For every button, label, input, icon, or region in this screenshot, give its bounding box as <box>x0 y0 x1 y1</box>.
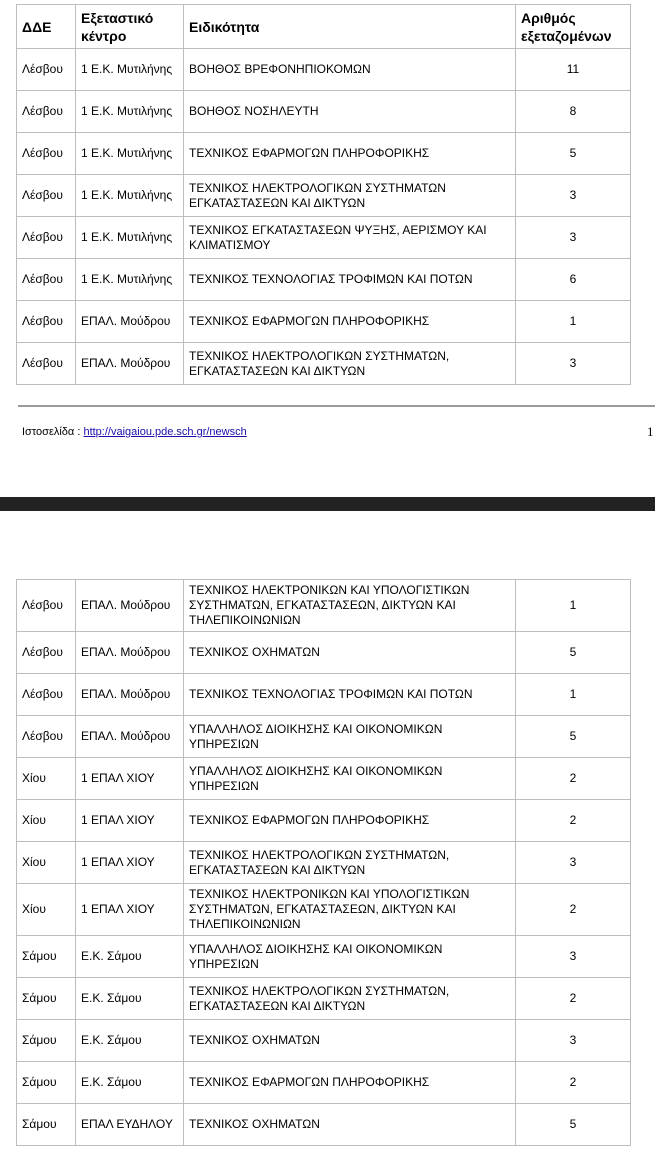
cell-dde: Λέσβου <box>17 343 76 385</box>
cell-dde: Λέσβου <box>17 217 76 259</box>
page-footer-rule <box>18 405 655 407</box>
cell-specialty: ΤΕΧΝΙΚΟΣ ΕΦΑΡΜΟΓΩΝ ΠΛΗΡΟΦΟΡΙΚΗΣ <box>184 1062 516 1104</box>
cell-dde: Λέσβου <box>17 674 76 716</box>
cell-exam-center: 1 ΕΠΑΛ ΧΙΟΥ <box>76 758 184 800</box>
cell-examinee-count: 5 <box>516 1104 631 1146</box>
footer-label: Ιστοσελίδα : <box>22 426 84 438</box>
cell-exam-center: ΕΠΑΛ. Μούδρου <box>76 632 184 674</box>
cell-exam-center: Ε.Κ. Σάμου <box>76 936 184 978</box>
page-divider <box>0 497 655 511</box>
cell-dde: Χίου <box>17 758 76 800</box>
cell-specialty: ΤΕΧΝΙΚΟΣ ΗΛΕΚΤΡΟΛΟΓΙΚΩΝ ΣΥΣΤΗΜΑΤΩΝ, ΕΓΚΑΤΑΣΤΑΣΕΩΝ ΚΑΙ ΔΙΚΤΥΩΝ <box>184 978 516 1020</box>
table-body-page-2 <box>17 580 631 1146</box>
cell-dde: Σάμου <box>17 1062 76 1104</box>
cell-exam-center: 1 ΕΠΑΛ ΧΙΟΥ <box>76 884 184 936</box>
page-footer <box>22 426 247 438</box>
header-dde: ΔΔΕ <box>17 5 76 49</box>
header-examinee-count: Αριθμός εξεταζομένων <box>516 5 631 49</box>
cell-dde: Σάμου <box>17 978 76 1020</box>
exam-table-page-1 <box>16 4 631 385</box>
cell-dde: Σάμου <box>17 1104 76 1146</box>
table-row <box>17 133 631 175</box>
cell-dde: Λέσβου <box>17 259 76 301</box>
table-row <box>17 1062 631 1104</box>
cell-exam-center: Ε.Κ. Σάμου <box>76 1020 184 1062</box>
cell-exam-center: 1 Ε.Κ. Μυτιλήνης <box>76 49 184 91</box>
table-row <box>17 632 631 674</box>
cell-specialty: ΒΟΗΘΟΣ ΒΡΕΦΟΝΗΠΙΟΚΟΜΩΝ <box>184 49 516 91</box>
cell-examinee-count: 6 <box>516 259 631 301</box>
cell-specialty: ΤΕΧΝΙΚΟΣ ΗΛΕΚΤΡΟΛΟΓΙΚΩΝ ΣΥΣΤΗΜΑΤΩΝ, ΕΓΚΑΤΑΣΤΑΣΕΩΝ ΚΑΙ ΔΙΚΤΥΩΝ <box>184 842 516 884</box>
cell-dde: Λέσβου <box>17 716 76 758</box>
cell-dde: Λέσβου <box>17 175 76 217</box>
cell-examinee-count: 2 <box>516 884 631 936</box>
cell-exam-center: 1 Ε.Κ. Μυτιλήνης <box>76 91 184 133</box>
cell-exam-center: Ε.Κ. Σάμου <box>76 1062 184 1104</box>
cell-specialty: ΤΕΧΝΙΚΟΣ ΕΦΑΡΜΟΓΩΝ ΠΛΗΡΟΦΟΡΙΚΗΣ <box>184 301 516 343</box>
cell-specialty: ΤΕΧΝΙΚΟΣ ΗΛΕΚΤΡΟΝΙΚΩΝ ΚΑΙ ΥΠΟΛΟΓΙΣΤΙΚΩΝ ΣΥΣΤΗΜΑΤΩΝ, ΕΓΚΑΤΑΣΤΑΣΕΩΝ, ΔΙΚΤΥΩΝ ΚΑΙ ΤΗΛΕΠΙΚΟΙΝΩΝΙΩΝ <box>184 884 516 936</box>
cell-examinee-count: 3 <box>516 217 631 259</box>
table-row <box>17 978 631 1020</box>
cell-specialty: ΤΕΧΝΙΚΟΣ ΟΧΗΜΑΤΩΝ <box>184 1104 516 1146</box>
cell-specialty: ΤΕΧΝΙΚΟΣ ΗΛΕΚΤΡΟΝΙΚΩΝ ΚΑΙ ΥΠΟΛΟΓΙΣΤΙΚΩΝ ΣΥΣΤΗΜΑΤΩΝ, ΕΓΚΑΤΑΣΤΑΣΕΩΝ, ΔΙΚΤΥΩΝ ΚΑΙ ΤΗΛΕΠΙΚΟΙΝΩΝΙΩΝ <box>184 580 516 632</box>
cell-exam-center: Ε.Κ. Σάμου <box>76 978 184 1020</box>
table-row <box>17 259 631 301</box>
cell-exam-center: 1 Ε.Κ. Μυτιλήνης <box>76 175 184 217</box>
cell-dde: Χίου <box>17 842 76 884</box>
table-row <box>17 716 631 758</box>
cell-exam-center: 1 ΕΠΑΛ ΧΙΟΥ <box>76 800 184 842</box>
cell-exam-center: ΕΠΑΛ. Μούδρου <box>76 343 184 385</box>
cell-examinee-count: 2 <box>516 758 631 800</box>
cell-exam-center: ΕΠΑΛ. Μούδρου <box>76 301 184 343</box>
exam-table-page-2 <box>16 579 631 1146</box>
header-exam-center: Εξεταστικό κέντρο <box>76 5 184 49</box>
cell-exam-center: 1 Ε.Κ. Μυτιλήνης <box>76 217 184 259</box>
cell-specialty: ΤΕΧΝΙΚΟΣ ΗΛΕΚΤΡΟΛΟΓΙΚΩΝ ΣΥΣΤΗΜΑΤΩΝ, ΕΓΚΑΤΑΣΤΑΣΕΩΝ ΚΑΙ ΔΙΚΤΥΩΝ <box>184 343 516 385</box>
cell-dde: Λέσβου <box>17 632 76 674</box>
cell-dde: Λέσβου <box>17 49 76 91</box>
table-row <box>17 1020 631 1062</box>
cell-specialty: ΤΕΧΝΙΚΟΣ ΤΕΧΝΟΛΟΓΙΑΣ ΤΡΟΦΙΜΩΝ ΚΑΙ ΠΟΤΩΝ <box>184 674 516 716</box>
cell-examinee-count: 3 <box>516 936 631 978</box>
table-row <box>17 758 631 800</box>
cell-examinee-count: 3 <box>516 343 631 385</box>
table-body-page-1 <box>17 49 631 385</box>
cell-dde: Σάμου <box>17 1020 76 1062</box>
cell-examinee-count: 8 <box>516 91 631 133</box>
cell-dde: Χίου <box>17 800 76 842</box>
cell-examinee-count: 11 <box>516 49 631 91</box>
cell-exam-center: ΕΠΑΛ. Μούδρου <box>76 716 184 758</box>
cell-examinee-count: 3 <box>516 175 631 217</box>
cell-specialty: ΤΕΧΝΙΚΟΣ ΕΓΚΑΤΑΣΤΑΣΕΩΝ ΨΥΞΗΣ, ΑΕΡΙΣΜΟΥ ΚΑΙ ΚΛΙΜΑΤΙΣΜΟΥ <box>184 217 516 259</box>
cell-exam-center: ΕΠΑΛ ΕΥΔΗΛΟΥ <box>76 1104 184 1146</box>
cell-examinee-count: 1 <box>516 580 631 632</box>
cell-examinee-count: 1 <box>516 301 631 343</box>
cell-dde: Λέσβου <box>17 301 76 343</box>
cell-dde: Χίου <box>17 884 76 936</box>
cell-exam-center: 1 Ε.Κ. Μυτιλήνης <box>76 259 184 301</box>
website-link[interactable]: http://vaigaiou.pde.sch.gr/newsch <box>83 426 247 438</box>
cell-examinee-count: 3 <box>516 842 631 884</box>
table-row <box>17 175 631 217</box>
cell-examinee-count: 5 <box>516 716 631 758</box>
table-row <box>17 580 631 632</box>
cell-specialty: ΥΠΑΛΛΗΛΟΣ ΔΙΟΙΚΗΣΗΣ ΚΑΙ ΟΙΚΟΝΟΜΙΚΩΝ ΥΠΗΡΕΣΙΩΝ <box>184 758 516 800</box>
cell-specialty: ΤΕΧΝΙΚΟΣ ΕΦΑΡΜΟΓΩΝ ΠΛΗΡΟΦΟΡΙΚΗΣ <box>184 133 516 175</box>
cell-exam-center: ΕΠΑΛ. Μούδρου <box>76 580 184 632</box>
cell-exam-center: ΕΠΑΛ. Μούδρου <box>76 674 184 716</box>
cell-examinee-count: 1 <box>516 674 631 716</box>
cell-specialty: ΤΕΧΝΙΚΟΣ ΤΕΧΝΟΛΟΓΙΑΣ ΤΡΟΦΙΜΩΝ ΚΑΙ ΠΟΤΩΝ <box>184 259 516 301</box>
cell-exam-center: 1 Ε.Κ. Μυτιλήνης <box>76 133 184 175</box>
cell-specialty: ΥΠΑΛΛΗΛΟΣ ΔΙΟΙΚΗΣΗΣ ΚΑΙ ΟΙΚΟΝΟΜΙΚΩΝ ΥΠΗΡΕΣΙΩΝ <box>184 716 516 758</box>
table-row <box>17 343 631 385</box>
table-row <box>17 91 631 133</box>
cell-specialty: ΤΕΧΝΙΚΟΣ ΟΧΗΜΑΤΩΝ <box>184 1020 516 1062</box>
table-row <box>17 301 631 343</box>
table-row <box>17 217 631 259</box>
table-header-row <box>17 5 631 49</box>
cell-dde: Λέσβου <box>17 91 76 133</box>
cell-specialty: ΤΕΧΝΙΚΟΣ ΟΧΗΜΑΤΩΝ <box>184 632 516 674</box>
cell-examinee-count: 2 <box>516 978 631 1020</box>
header-specialty: Ειδικότητα <box>184 5 516 49</box>
cell-examinee-count: 2 <box>516 800 631 842</box>
table-row <box>17 842 631 884</box>
cell-exam-center: 1 ΕΠΑΛ ΧΙΟΥ <box>76 842 184 884</box>
cell-specialty: ΤΕΧΝΙΚΟΣ ΗΛΕΚΤΡΟΛΟΓΙΚΩΝ ΣΥΣΤΗΜΑΤΩΝ ΕΓΚΑΤΑΣΤΑΣΕΩΝ ΚΑΙ ΔΙΚΤΥΩΝ <box>184 175 516 217</box>
cell-dde: Λέσβου <box>17 580 76 632</box>
cell-examinee-count: 2 <box>516 1062 631 1104</box>
cell-examinee-count: 5 <box>516 133 631 175</box>
cell-examinee-count: 5 <box>516 632 631 674</box>
cell-dde: Σάμου <box>17 936 76 978</box>
table-row <box>17 884 631 936</box>
cell-specialty: ΒΟΗΘΟΣ ΝΟΣΗΛΕΥΤΗ <box>184 91 516 133</box>
cell-specialty: ΥΠΑΛΛΗΛΟΣ ΔΙΟΙΚΗΣΗΣ ΚΑΙ ΟΙΚΟΝΟΜΙΚΩΝ ΥΠΗΡΕΣΙΩΝ <box>184 936 516 978</box>
table-row <box>17 1104 631 1146</box>
table-row <box>17 674 631 716</box>
table-row <box>17 800 631 842</box>
table-row <box>17 49 631 91</box>
page-number: 1 <box>647 424 654 439</box>
cell-examinee-count: 3 <box>516 1020 631 1062</box>
cell-specialty: ΤΕΧΝΙΚΟΣ ΕΦΑΡΜΟΓΩΝ ΠΛΗΡΟΦΟΡΙΚΗΣ <box>184 800 516 842</box>
table-row <box>17 936 631 978</box>
cell-dde: Λέσβου <box>17 133 76 175</box>
